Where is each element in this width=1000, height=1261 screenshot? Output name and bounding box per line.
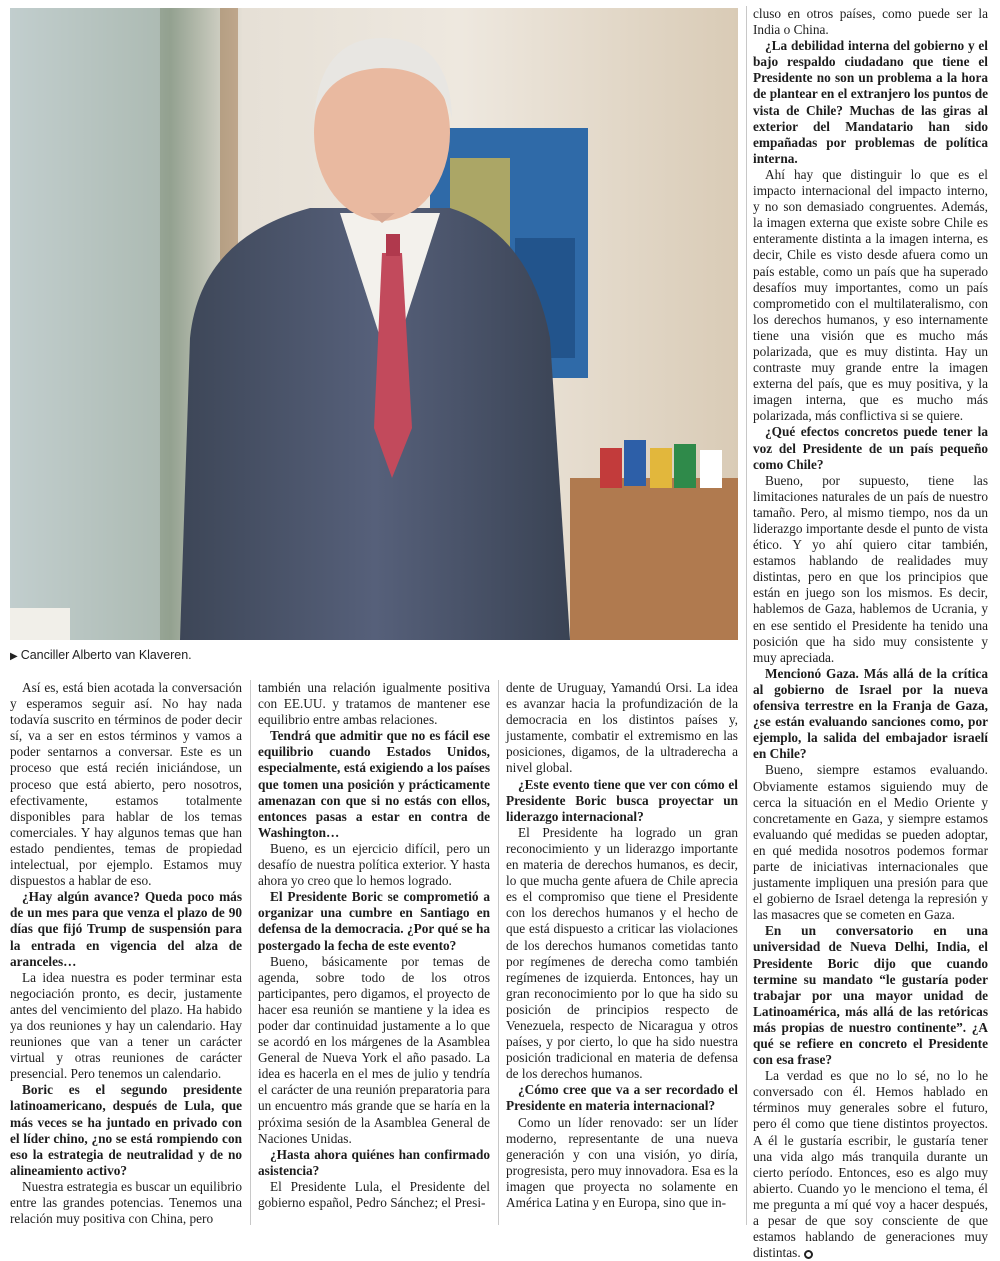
article-column-3 (506, 680, 738, 1211)
answer-paragraph: Bueno, siempre estamos evaluando. Obviamente estamos siguiendo muy de cerca la situación en el Medio Oriente y concretamente en Gaza, y siempre estamos evaluando qué medidas se pueden adoptar, en qué medida nosotros podemos formar parte de iniciativas internacionales que justamente impliquen una presión para que el gobierno de Israel detenga la represión y las masacres que se cometen en Gaza. (753, 762, 988, 923)
article-photo (10, 8, 738, 640)
article-column-4 (753, 6, 988, 1261)
column-divider (498, 680, 499, 1225)
question-paragraph: ¿La debilidad interna del gobierno y el bajo respaldo ciudadano que tiene el Presidente no son un problema a la hora de plantear en el extranjero los puntos de vista de Chile? Muchas de las giras al exterior del Mandatario han sido empañadas por problemas de política interna. (753, 38, 988, 166)
caption-arrow-icon: ▶ (10, 651, 18, 662)
question-paragraph: ¿Qué efectos concretos puede tener la voz del Presidente de un país pequeño como Chile? (753, 424, 988, 472)
final-answer-text: La verdad es que no lo sé, no lo he conversado con él. Hemos hablado en términos muy generales sobre el futuro, pero él como que tiene distintos proyectos. A él le gustaría escribir, le gustaría tener una vida algo más tranquila durante un cierto período. Entonces, eso es algo muy abierto. Cuando yo le menciono el tema, él me pregunta a mí qué voy a hacer después, a pesar de que soy consciente de que estamos hablando de generaciones muy distintas. (753, 1068, 988, 1261)
answer-paragraph: Bueno, es un ejercicio difícil, pero un desafío de nuestra política exterior. Y hasta ahora yo creo que lo hemos logrado. (258, 840, 490, 889)
answer-paragraph: dente de Uruguay, Yamandú Orsi. La idea es avanzar hacia la profundización de la democracia en los distintos países y, justamente, combatir el extremismo en las posiciones, digamos, de la ultraderecha a nivel global. (506, 680, 738, 776)
question-paragraph: ¿Cómo cree que va a ser recordado el Presidente en materia internacional? (506, 1082, 738, 1114)
question-paragraph: Mencionó Gaza. Más allá de la crítica al gobierno de Israel por la nueva ofensiva terrestre en la Franja de Gaza, ¿se están evaluando sanciones como, por ejemplo, la salida del embajador israelí en Chile? (753, 665, 988, 762)
answer-paragraph (753, 1068, 988, 1261)
answer-paragraph: Ahí hay que distinguir lo que es el impacto internacional del impacto interno, y no son demasiado congruentes. Además, la imagen externa que existe sobre Chile es enteramente distinta a la imagen interna, es decir, Chile es visto desde afuera como un país estable, como un país que ha superado desafíos muy importantes, como un país comprometido con el multilateralismo, con los derechos humanos, y eso internamente tiene una visión que es mucho más polarizada, que es muy distinta. Hay un contraste muy grande entre la imagen externa del país, que es muy positiva, y la imagen interna, que es mucho más polarizada, más conflictiva si se quiere. (753, 166, 988, 424)
side-table (570, 478, 738, 640)
answer-paragraph: también una relación igualmente positiva con EE.UU. y tratamos de mantener ese equilibrio entre ambas relaciones. (258, 680, 490, 728)
papers (10, 608, 70, 640)
article-column-1 (10, 680, 242, 1227)
answer-paragraph: El Presidente Lula, el Presidente del gobierno español, Pedro Sánchez; el Presi- (258, 1178, 490, 1210)
column-divider (250, 680, 251, 1225)
question-paragraph: ¿Hasta ahora quiénes han confirmado asistencia? (258, 1146, 490, 1178)
question-paragraph: Boric es el segundo presidente latinoamericano, después de Lula, que más veces se ha juntado en privado con el líder chino, ¿no se está rompiendo con eso la estrategia de neutralidad y de no alineamiento activo? (10, 1082, 242, 1178)
caption-text: Canciller Alberto van Klaveren. (20, 648, 192, 662)
answer-paragraph: Nuestra estrategia es buscar un equilibrio entre las grandes potencias. Tenemos una relación muy positiva con China, pero (10, 1178, 242, 1227)
question-paragraph: Tendrá que admitir que no es fácil ese equilibrio cuando Estados Unidos, especialmente, está exigiendo a los países que tomen una posición y prácticamente amenazan con que si no estás con ellos, entonces pasas a estar en contra de Washington… (258, 728, 490, 840)
answer-paragraph: cluso en otros países, como puede ser la India o China. (753, 6, 988, 38)
question-paragraph: El Presidente Boric se comprometió a organizar una cumbre en Santiago en defensa de la democracia. ¿Por qué se ha postergado la fecha de este evento? (258, 889, 490, 953)
question-paragraph: ¿Hay algún avance? Queda poco más de un mes para que venza el plazo de 90 días que fijó Trump de suspensión para la entrada en vigencia del alza de aranceles… (10, 889, 242, 969)
article-column-2 (258, 680, 490, 1211)
window-light (10, 8, 160, 640)
answer-paragraph: Bueno, por supuesto, tiene las limitaciones naturales de un país de nuestro tamaño. Pero, al mismo tiempo, nos da un liderazgo importante desde el punto de vista ético. Y yo ahí quiero citar también, estamos hablando de realidades muy distintas, pero en que los principios que están en juego son los mismos. Es decir, hablemos de Gaza, hablemos de Ucrania, y en ese sentido el Presidente ha tenido una posición que ha sido muy consistente y muy apreciada. (753, 472, 988, 665)
photo-caption (10, 648, 192, 662)
answer-paragraph: El Presidente ha logrado un gran reconocimiento y un liderazgo importante en materia de derechos humanos, es decir, lo que mucha gente afuera de Chile aprecia es el compromiso que tiene el Presidente con los derechos humanos y el hecho de que está dispuesto a criticar las violaciones de los derechos humanos cometidas tanto por regímenes de derecha como también regímenes de izquierda. Entonces, hay un gran reconocimiento por lo que ha sido su posición de principios respecto de Venezuela, respecto de Nicaragua y otros países, y por cierto, lo que ha sido nuestra posición tradicional en materia de defensa de los derechos humanos. (506, 824, 738, 1082)
answer-paragraph: Como un líder renovado: ser un líder moderno, representante de una nueva generación y con una visión, yo diría, progresista, pero muy innovadora. Esa es la imagen que proyecta no solamente en América Latina y en Europa, sino que in- (506, 1114, 738, 1210)
column-divider (746, 6, 747, 1225)
answer-paragraph: La idea nuestra es poder terminar esta negociación pronto, es decir, justamente antes del vencimiento del plazo. Ha habido ya dos reuniones y hay un calendario. Hay reuniones que van a tener un carácter virtual y otras reuniones de carácter presencial. Pero tenemos un calendario. (10, 969, 242, 1082)
question-paragraph: En un conversatorio en una universidad de Nueva Delhi, India, el Presidente Boric dijo que cuando termine su mandato “le gustaría poder trabajar por una mayor unidad de Latinoamérica, más allá de las retóricas más propias de nuestro continente”. ¿A qué se refiere en concreto el Presidente con esa frase? (753, 923, 988, 1068)
question-paragraph: ¿Este evento tiene que ver con cómo el Presidente Boric busca proyectar un liderazgo internacional? (506, 776, 738, 824)
answer-paragraph: Así es, está bien acotada la conversación y esperamos seguir así. No hay nada todavía suscrito en términos de poder decir sí, va a ser en estos términos y vamos a poder sentarnos a conversar. Este es un proceso que está recién iniciándose, un proceso que está abierto, pero nosotros, efectivamente, estamos totalmente disponibles para hablar de los temas comerciales. Y hay algunos temas que han estado pendientes, temas de propiedad intelectual, por ejemplo. Estamos muy dispuestos a hablar de eso. (10, 680, 242, 889)
portrait-illustration (10, 8, 738, 640)
answer-paragraph: Bueno, básicamente por temas de agenda, sobre todo de los otros participantes, pero digamos, el proyecto de hacer esa reunión se mantiene y la idea es poder dar continuidad justamente a lo que se acordó en los márgenes de la Asamblea General de Nueva York el año pasado. La idea es hacerla en el mes de julio y tendría el carácter de una reunión preparatoria para un encuentro más grande que se haría en la próxima sesión de la Asamblea General de Naciones Unidas. (258, 953, 490, 1146)
end-of-article-icon (804, 1250, 813, 1259)
